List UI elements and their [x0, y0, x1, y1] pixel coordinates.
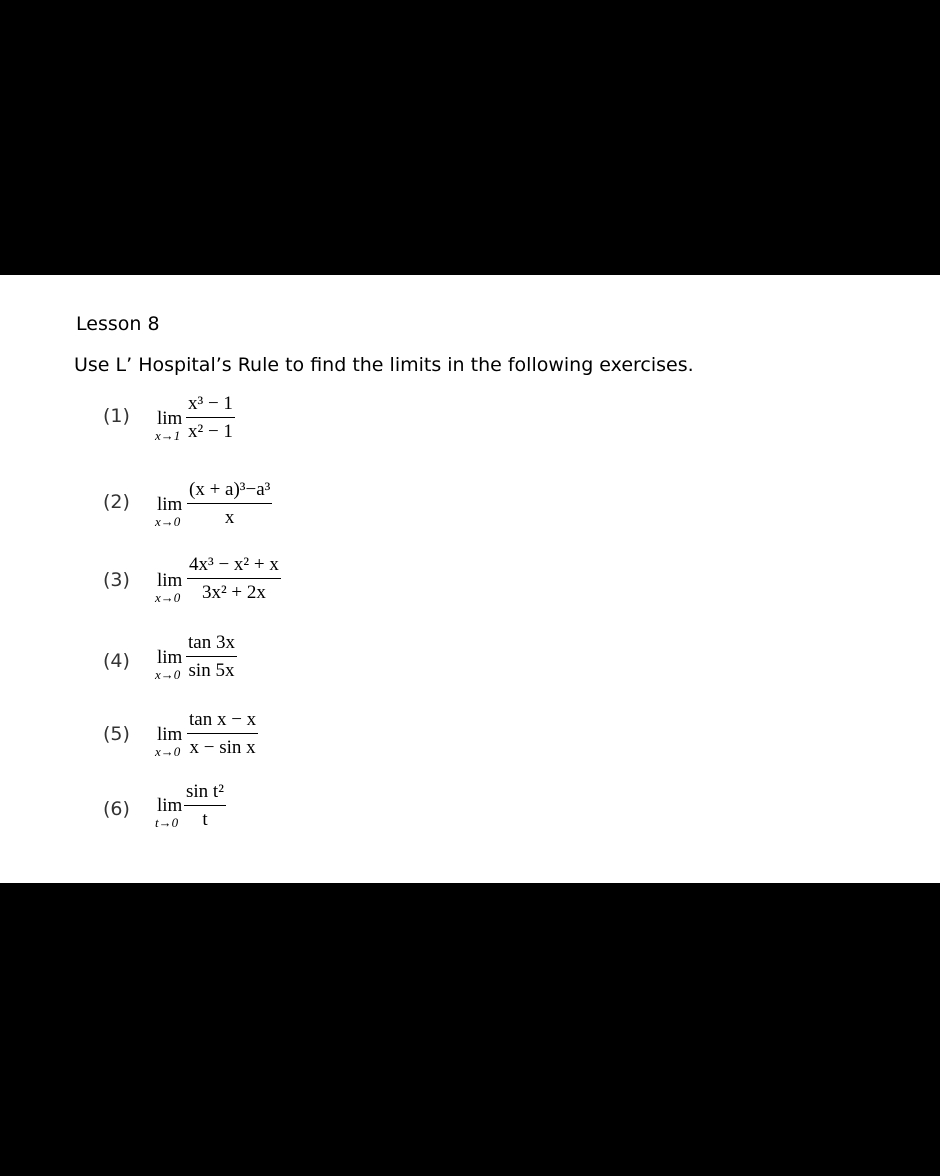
exercise-2 [0, 471, 940, 551]
limit-approach: x→0 [155, 667, 181, 682]
limit-approach: x→0 [155, 514, 181, 529]
denominator: t [202, 809, 208, 830]
limit-operator [155, 796, 182, 830]
fraction [186, 632, 237, 682]
fraction [186, 393, 235, 443]
lesson-title: Lesson 8 [76, 313, 160, 335]
fraction [187, 479, 272, 529]
exercise-number: (2) [103, 491, 130, 513]
exercise-number: (3) [103, 569, 130, 591]
numerator: sin t² [184, 781, 226, 806]
fraction [187, 709, 258, 759]
numerator: (x + a)³−a³ [187, 479, 272, 504]
denominator: x² − 1 [188, 421, 233, 442]
exercise-5 [0, 707, 940, 787]
lim-label: lim [157, 494, 183, 515]
exercise-1 [0, 387, 940, 467]
denominator: sin 5x [188, 660, 235, 681]
denominator: x − sin x [189, 737, 256, 758]
limit-operator [155, 725, 182, 759]
instruction-text: Use L’ Hospital’s Rule to find the limits in the following exercises. [74, 354, 694, 376]
letterbox-top [0, 0, 940, 275]
lim-label: lim [157, 647, 183, 668]
exercise-number: (1) [103, 405, 130, 427]
document-page [0, 275, 940, 883]
limit-operator [155, 495, 182, 529]
exercise-3 [0, 549, 940, 629]
numerator: x³ − 1 [186, 393, 235, 418]
limit-operator [155, 648, 182, 682]
lim-label: lim [157, 795, 183, 816]
lim-label: lim [157, 724, 183, 745]
numerator: tan 3x [186, 632, 237, 657]
numerator: tan x − x [187, 709, 258, 734]
fraction [184, 781, 226, 831]
letterbox-bottom [0, 883, 940, 1176]
numerator: 4x³ − x² + x [187, 554, 281, 579]
denominator: x [224, 507, 235, 528]
exercise-4 [0, 629, 940, 709]
denominator: 3x² + 2x [201, 582, 266, 603]
exercise-6 [0, 779, 940, 859]
exercise-number: (5) [103, 723, 130, 745]
lim-label: lim [157, 570, 183, 591]
fraction [187, 554, 281, 604]
exercise-number: (6) [103, 798, 130, 820]
limit-approach: x→0 [155, 744, 181, 759]
limit-operator [155, 409, 182, 443]
limit-approach: x→0 [155, 590, 181, 605]
exercise-number: (4) [103, 650, 130, 672]
limit-approach: x→1 [155, 428, 181, 443]
limit-operator [155, 571, 182, 605]
lim-label: lim [157, 408, 183, 429]
limit-approach: t→0 [155, 815, 179, 830]
